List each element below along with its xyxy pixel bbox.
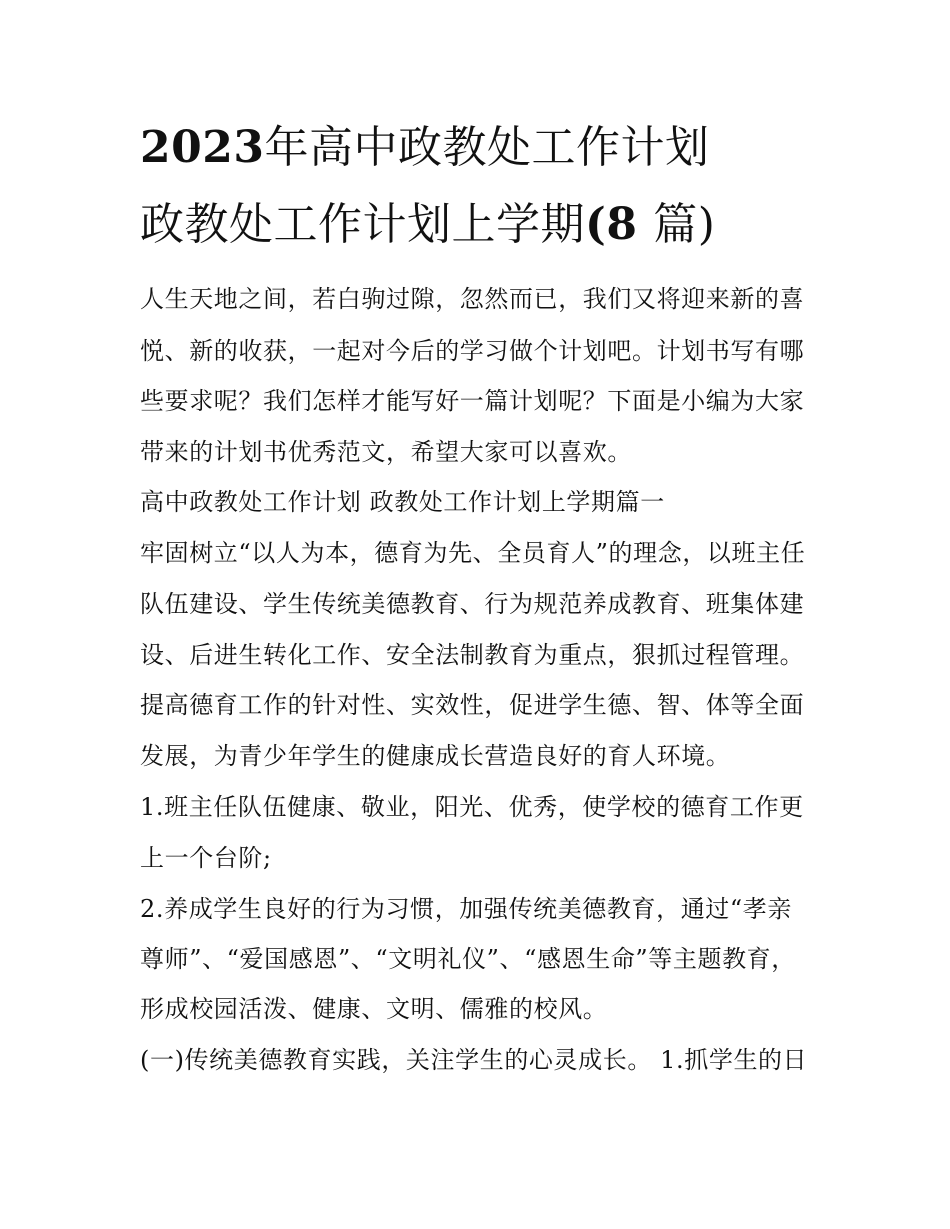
title-count: (8	[585, 199, 638, 250]
title-year: 2023	[140, 122, 265, 173]
subsection-line: (一)传统美德教育实践，关注学生的心灵成长。 1.抓学生的日	[140, 1046, 808, 1074]
document-title-line-1	[140, 120, 830, 176]
body-line: 带来的计划书优秀范文，希望大家可以喜欢。	[140, 438, 632, 466]
body-line: 悦、新的收获，一起对今后的学习做个计划吧。计划书写有哪	[140, 337, 805, 365]
body-line: 设、后进生转化工作、安全法制教育为重点，狠抓过程管理。	[140, 641, 805, 669]
body-line: 形成校园活泼、健康、文明、儒雅的校风。	[140, 995, 608, 1023]
body-line: 些要求呢？我们怎样才能写好一篇计划呢？下面是小编为大家	[140, 387, 805, 415]
title-suffix: 篇)	[653, 199, 716, 250]
body-line: 提高德育工作的针对性、实效性，促进学生德、智、体等全面	[140, 691, 805, 719]
list-item-1: 1.班主任队伍健康、敬业，阳光、优秀，使学校的德育工作更	[140, 793, 804, 821]
list-item-2: 2.养成学生良好的行为习惯，加强传统美德教育，通过“孝亲	[140, 895, 792, 923]
body-line: 人生天地之间，若白驹过隙，忽然而已，我们又将迎来新的喜	[140, 285, 805, 313]
body-line: 尊师”、“爱国感恩”、“文明礼仪”、“感恩生命”等主题教育，	[140, 945, 796, 973]
document-title-line-2	[140, 197, 830, 253]
section-heading: 高中政教处工作计划 政教处工作计划上学期篇一	[140, 488, 665, 516]
body-line: 牢固树立“以人为本，德育为先、全员育人”的理念，以班主任	[140, 539, 806, 567]
title-text-2: 政教处工作计划上学期	[140, 199, 585, 250]
body-line: 上一个台阶;	[140, 844, 272, 872]
title-text-1: 年高中政教处工作计划	[264, 122, 710, 173]
body-line: 队伍建设、学生传统美德教育、行为规范养成教育、班集体建	[140, 590, 805, 618]
body-line: 发展，为青少年学生的健康成长营造良好的育人环境。	[140, 742, 731, 770]
